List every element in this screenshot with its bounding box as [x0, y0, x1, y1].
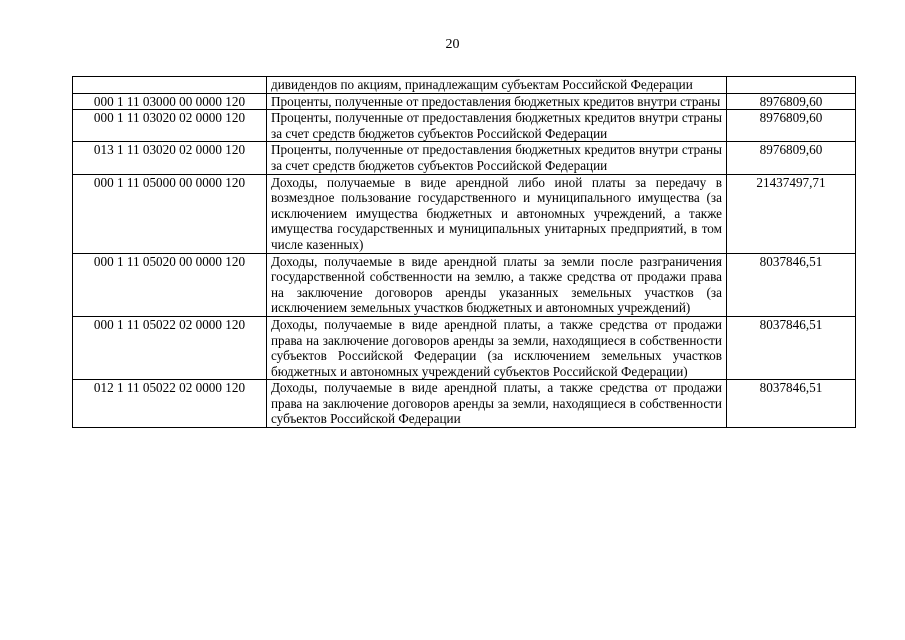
income-name-cell: Доходы, получаемые в виде арендной платы, а также средства от продажи права на заключение договоров аренды за земли, находящиеся в собственности субъектов Российской Федерации (за исключением земельных участков бюджетных и автономных учреждений субъектов Российской Федерации) [267, 316, 727, 379]
budget-code-cell: 000 1 11 05000 00 0000 120 [73, 174, 267, 253]
budget-code-cell: 000 1 11 05022 02 0000 120 [73, 316, 267, 379]
page-number: 20 [445, 37, 460, 52]
budget-code-cell [73, 77, 267, 94]
revenue-table [72, 76, 856, 428]
table-row [73, 253, 856, 316]
amount-cell: 8037846,51 [727, 316, 856, 379]
budget-code-cell: 000 1 11 03020 02 0000 120 [73, 110, 267, 142]
amount-cell: 8037846,51 [727, 253, 856, 316]
income-name-cell: Доходы, получаемые в виде арендной либо иной платы за передачу в возмездное пользование государственного и муниципального имущества (за исключением имущества бюджетных и автономных учреждений, а также имущества государственных и муниципальных унитарных предприятий, в том числе казенных) [267, 174, 727, 253]
income-name-cell: Доходы, получаемые в виде арендной платы, а также средства от продажи права на заключение договоров аренды за земли, находящиеся в собственности субъектов Российской Федерации [267, 380, 727, 428]
budget-code-cell: 013 1 11 03020 02 0000 120 [73, 142, 267, 174]
amount-cell: 8976809,60 [727, 142, 856, 174]
income-name-cell: Проценты, полученные от предоставления бюджетных кредитов внутри страны за счет средств бюджетов субъектов Российской Федерации [267, 142, 727, 174]
budget-code-cell: 000 1 11 03000 00 0000 120 [73, 93, 267, 110]
budget-code-cell: 000 1 11 05020 00 0000 120 [73, 253, 267, 316]
table-row [73, 380, 856, 428]
income-name-cell: Доходы, получаемые в виде арендной платы за земли после разграничения государственной собственности на землю, а также средства от продажи права на заключение договоров аренды указанных земельных участков (за исключением земельных участков бюджетных и автономных учреждений) [267, 253, 727, 316]
amount-cell [727, 77, 856, 94]
amount-cell: 21437497,71 [727, 174, 856, 253]
table-row [73, 77, 856, 94]
income-name-cell: Проценты, полученные от предоставления бюджетных кредитов внутри страны за счет средств бюджетов субъектов Российской Федерации [267, 110, 727, 142]
income-name-cell: Проценты, полученные от предоставления бюджетных кредитов внутри страны [267, 93, 727, 110]
table-row [73, 110, 856, 142]
table-row [73, 316, 856, 379]
amount-cell: 8976809,60 [727, 110, 856, 142]
table-row [73, 142, 856, 174]
amount-cell: 8976809,60 [727, 93, 856, 110]
table-row [73, 93, 856, 110]
amount-cell: 8037846,51 [727, 380, 856, 428]
budget-code-cell: 012 1 11 05022 02 0000 120 [73, 380, 267, 428]
table-row [73, 174, 856, 253]
income-name-cell: дивидендов по акциям, принадлежащим субъектам Российской Федерации [267, 77, 727, 94]
